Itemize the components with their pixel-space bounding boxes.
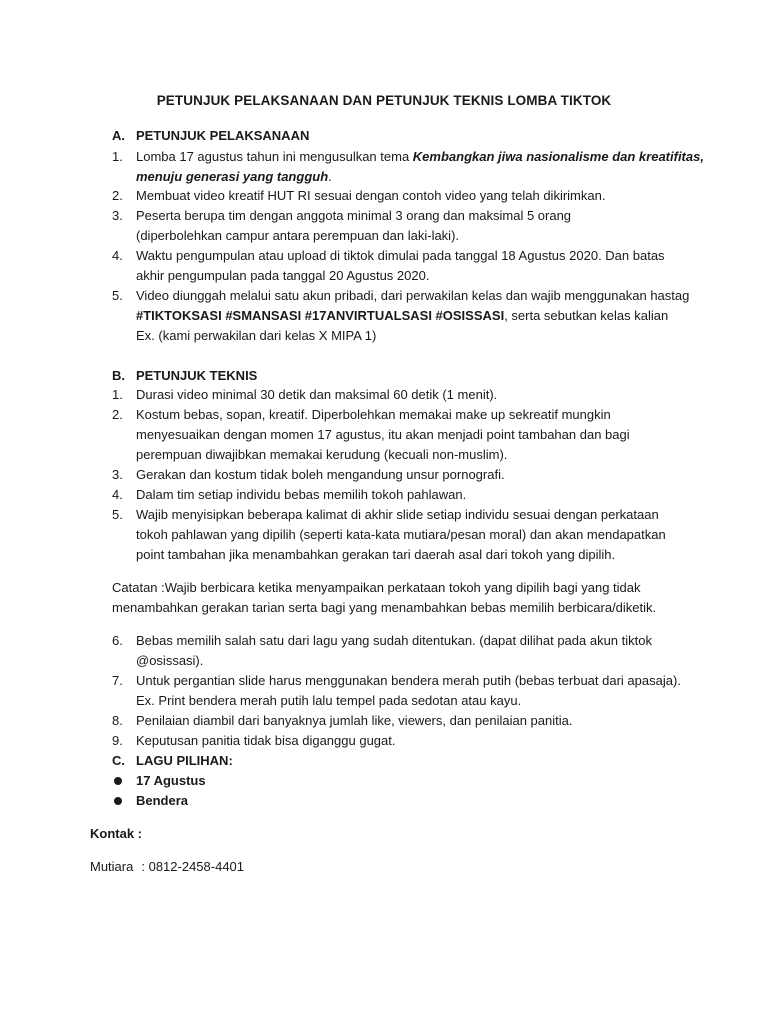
section-b-title: PETUNJUK TEKNIS bbox=[136, 368, 258, 383]
item-text: Bebas memilih salah satu dari lagu yang sudah ditentukan. (dapat dilihat pada akun tiktok bbox=[136, 633, 652, 648]
item-number: 1. bbox=[112, 149, 123, 164]
item-text: Untuk pergantian slide harus menggunakan bendera merah putih (bebas terbuat dari apasaja). bbox=[136, 673, 681, 688]
bullet-icon bbox=[114, 797, 122, 805]
item-text-part: , serta sebutkan kelas kalian bbox=[504, 308, 669, 323]
item-number: 6. bbox=[112, 633, 123, 648]
section-c-letter: C. bbox=[112, 753, 125, 768]
item-text: Ex. Print bendera merah putih lalu tempel pada sedotan atau kayu. bbox=[136, 693, 522, 708]
item-text: Dalam tim setiap individu bebas memilih tokoh pahlawan. bbox=[136, 487, 467, 502]
item-text: Video diunggah melalui satu akun pribadi, dari perwakilan kelas dan wajib menggunakan hastag bbox=[136, 288, 690, 303]
item-text bbox=[136, 147, 704, 167]
item-text: Keputusan panitia tidak bisa diganggu gugat. bbox=[136, 733, 396, 748]
note-line: Catatan :Wajib berbicara ketika menyampaikan perkataan tokoh yang dipilih bagi yang tidak bbox=[112, 580, 641, 595]
item-text: Wajib menyisipkan beberapa kalimat di akhir slide setiap individu sesuai dengan perkataan bbox=[136, 507, 659, 522]
song-title: Bendera bbox=[136, 793, 189, 808]
item-number: 2. bbox=[112, 407, 123, 422]
hashtags: #TIKTOKSASI #SMANSASI #17ANVIRTUALSASI #OSISSASI bbox=[136, 308, 505, 323]
section-c-title: LAGU PILIHAN: bbox=[136, 753, 233, 768]
item-number: 5. bbox=[112, 507, 123, 522]
item-text: perempuan diwajibkan memakai kerudung (kecuali non-muslim). bbox=[136, 447, 508, 462]
item-text-part: . bbox=[328, 169, 332, 184]
item-number: 3. bbox=[112, 208, 123, 223]
item-number: 9. bbox=[112, 733, 123, 748]
item-text bbox=[136, 167, 332, 187]
item-number: 1. bbox=[112, 387, 123, 402]
item-number: 2. bbox=[112, 188, 123, 203]
item-text: @osissasi). bbox=[136, 653, 204, 668]
item-text: Ex. (kami perwakilan dari kelas X MIPA 1) bbox=[136, 328, 377, 343]
item-text: tokoh pahlawan yang dipilih (seperti kata-kata mutiara/pesan moral) dan akan mendapatkan bbox=[136, 527, 666, 542]
item-text: Waktu pengumpulan atau upload di tiktok dimulai pada tanggal 18 Agustus 2020. Dan batas bbox=[136, 248, 665, 263]
theme-text: menuju generasi yang tangguh bbox=[136, 169, 329, 184]
bullet-icon bbox=[114, 777, 122, 785]
contact-line bbox=[90, 857, 244, 877]
theme-text: Kembangkan jiwa nasionalisme dan kreatifitas, bbox=[412, 149, 704, 164]
item-text: akhir pengumpulan pada tanggal 20 Agustus 2020. bbox=[136, 268, 430, 283]
contact-phone: 0812-2458-4401 bbox=[148, 859, 245, 874]
contact-heading: Kontak : bbox=[90, 826, 142, 841]
document-title: PETUNJUK PELAKSANAAN DAN PETUNJUK TEKNIS LOMBA TIKTOK bbox=[156, 93, 612, 108]
section-a-title: PETUNJUK PELAKSANAAN bbox=[136, 128, 310, 143]
item-text: Membuat video kreatif HUT RI sesuai dengan contoh video yang telah dikirimkan. bbox=[136, 188, 606, 203]
section-a-letter: A. bbox=[112, 128, 125, 143]
item-number: 3. bbox=[112, 467, 123, 482]
song-title: 17 Agustus bbox=[136, 773, 206, 788]
contact-separator: : bbox=[141, 859, 149, 874]
item-text: Penilaian diambil dari banyaknya jumlah like, viewers, dan penilaian panitia. bbox=[136, 713, 573, 728]
item-text: Peserta berupa tim dengan anggota minimal 3 orang dan maksimal 5 orang bbox=[136, 208, 572, 223]
item-text: (diperbolehkan campur antara perempuan dan laki-laki). bbox=[136, 228, 460, 243]
note-line: menambahkan gerakan tarian serta bagi yang menambahkan bebas memilih berbicara/diketik. bbox=[112, 600, 657, 615]
item-number: 5. bbox=[112, 288, 123, 303]
item-text bbox=[136, 306, 668, 326]
item-number: 7. bbox=[112, 673, 123, 688]
item-number: 8. bbox=[112, 713, 123, 728]
item-text: Kostum bebas, sopan, kreatif. Diperbolehkan memakai make up sekreatif mungkin bbox=[136, 407, 611, 422]
item-text: menyesuaikan dengan momen 17 agustus, itu akan menjadi point tambahan dan bagi bbox=[136, 427, 630, 442]
item-number: 4. bbox=[112, 487, 123, 502]
item-text: Gerakan dan kostum tidak boleh mengandung unsur pornografi. bbox=[136, 467, 505, 482]
item-text-part: Lomba 17 agustus tahun ini mengusulkan tema bbox=[136, 149, 413, 164]
item-text: point tambahan jika menambahkan gerakan tari daerah asal dari tokoh yang dipilih. bbox=[136, 547, 616, 562]
contact-name: Mutiara bbox=[90, 859, 134, 874]
item-text: Durasi video minimal 30 detik dan maksimal 60 detik (1 menit). bbox=[136, 387, 498, 402]
item-number: 4. bbox=[112, 248, 123, 263]
section-b-letter: B. bbox=[112, 368, 125, 383]
